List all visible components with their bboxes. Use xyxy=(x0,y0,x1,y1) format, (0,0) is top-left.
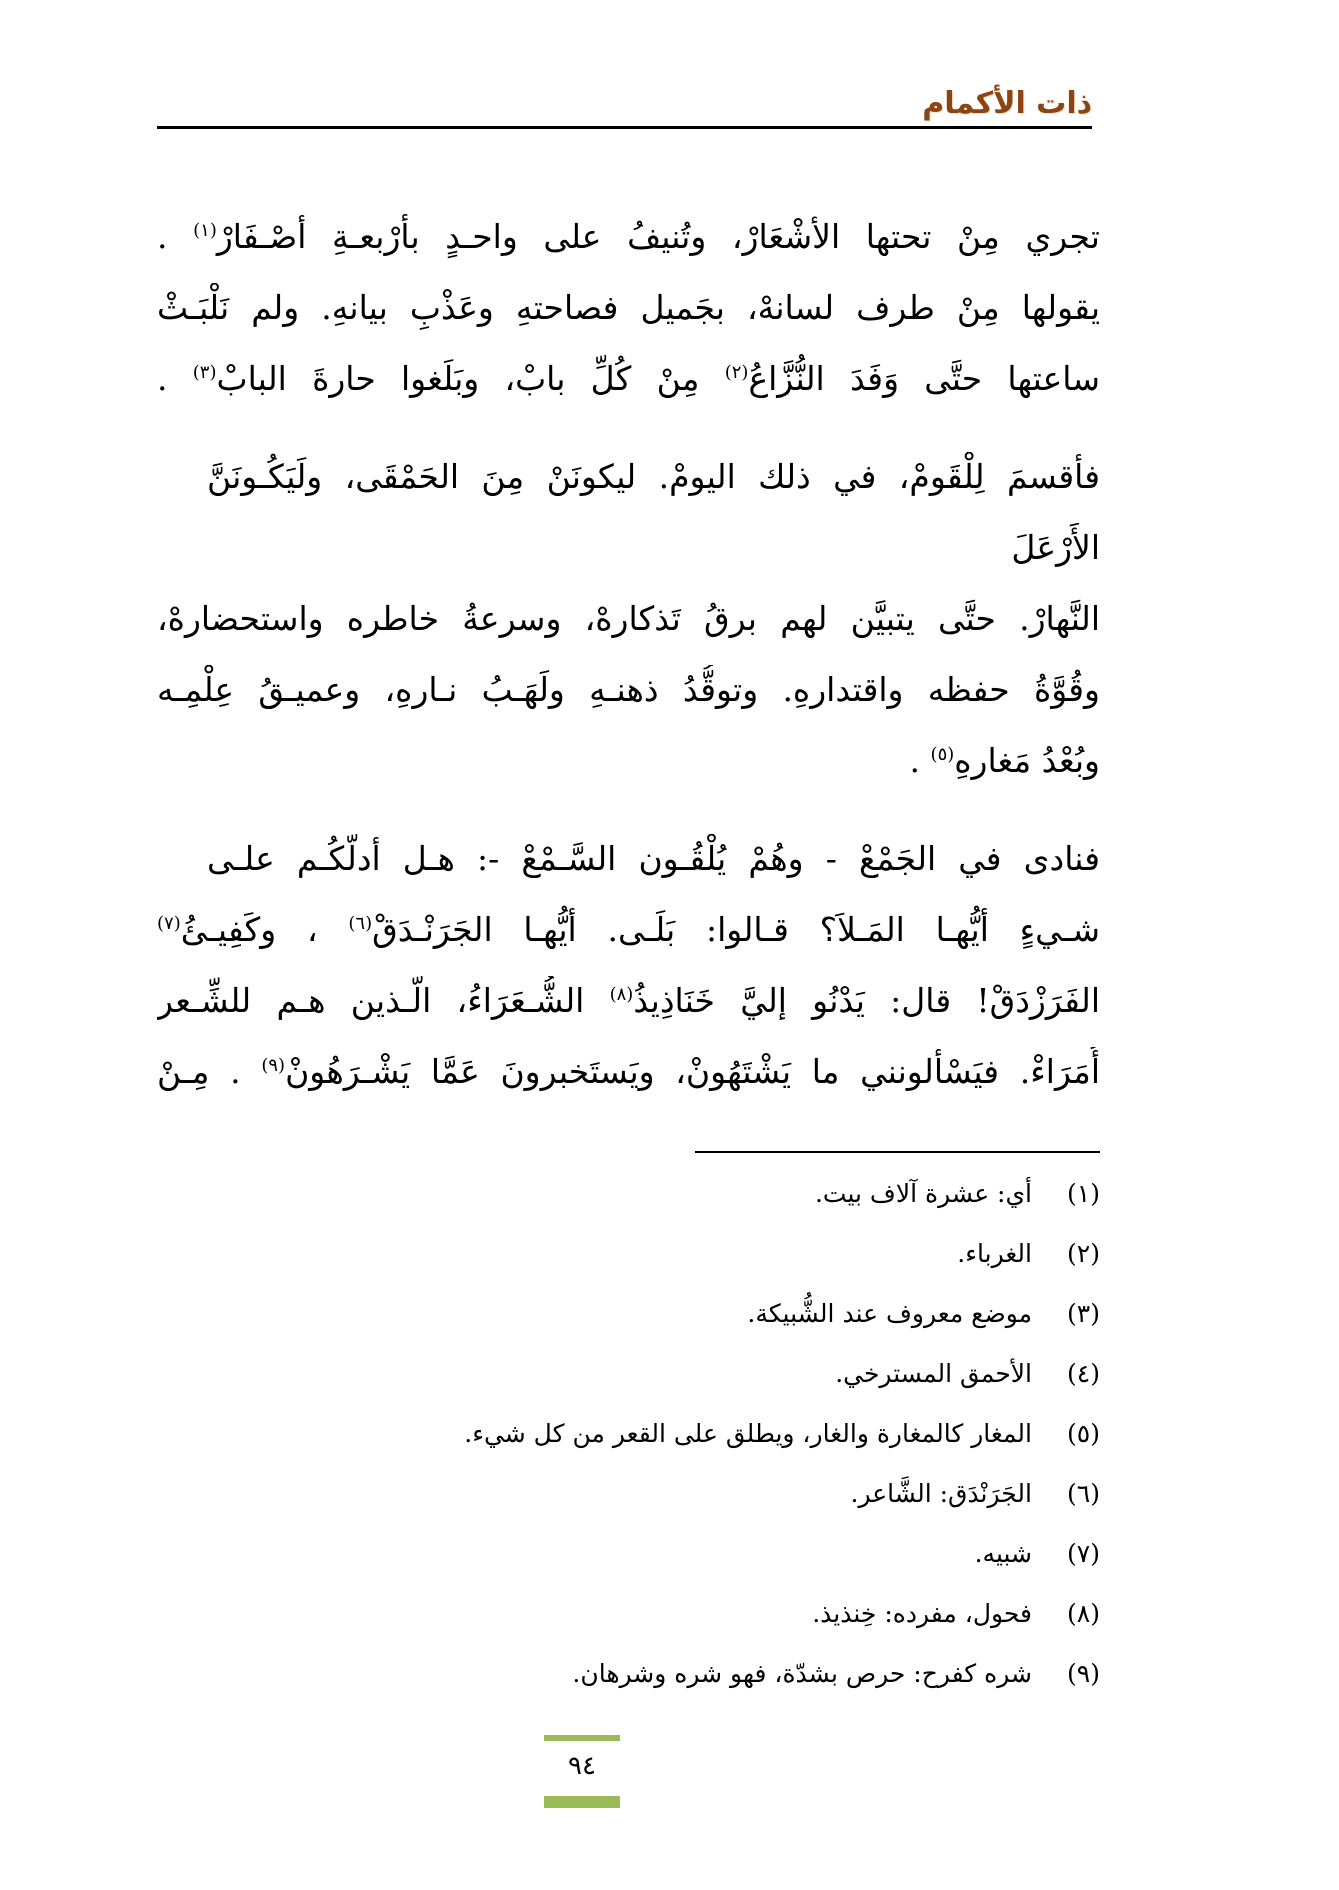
footnote-item xyxy=(835,1352,1100,1396)
footnote-item xyxy=(815,1172,1100,1216)
line-tail: . xyxy=(157,359,193,398)
footnote-number: (٧) xyxy=(1067,1539,1100,1568)
line-tail: . xyxy=(157,217,194,256)
footnote-text: المغار كالمغارة والغار، ويطلق على القعر من كل شيء. xyxy=(464,1419,1032,1448)
footnote-ref[interactable]: (٨) xyxy=(609,984,634,1005)
footnote-ref[interactable]: (٧) xyxy=(157,913,181,934)
footnote-item xyxy=(812,1592,1100,1636)
body-line xyxy=(157,212,1100,262)
line-text: شـيءٍ أيُّهـا المَـلاَ؟ قـالوا: بَلَـى. أيُّهـا الجَرَنْـدَقْ xyxy=(372,910,1100,949)
line-text: فأقسمَ لِلْقَومْ، في ذلك اليومْ. ليكونَنْ مِنَ الحَمْقَى، ولَيَكُـونَنَّ xyxy=(207,457,1100,496)
footnote-text: موضع معروف عند الشُّبيكة. xyxy=(747,1299,1032,1328)
body-line xyxy=(157,594,1100,644)
footnote-text: أي: عشرة آلاف بيت. xyxy=(814,1179,1032,1208)
body-line xyxy=(207,452,1100,502)
line-text: فنادى في الجَمْعْ - وهُمْ يُلْقُـون السَّـمْعْ -: هـل أدلُّكُـم علـى xyxy=(207,839,1100,878)
line-tail: . مِـنْ xyxy=(157,1052,262,1091)
line-text: وبُعْدُ مَغارهِ xyxy=(954,741,1100,780)
footnote-text: الغرباء. xyxy=(957,1239,1032,1268)
footnote-text: الأحمق المسترخي. xyxy=(835,1359,1032,1388)
footnote-number: (٤) xyxy=(1067,1359,1100,1388)
footnote-ref[interactable]: (٦) xyxy=(348,913,373,934)
body-line xyxy=(157,283,1100,333)
footnote-text: شره كفرح: حرص بشدّة، فهو شره وشرهان. xyxy=(572,1659,1032,1688)
header-rule xyxy=(157,126,1092,129)
page-number-bar-bottom xyxy=(544,1796,620,1808)
footnote-text: شبيه. xyxy=(974,1539,1032,1568)
page-number: ٩٤ xyxy=(568,1751,596,1781)
footnote-ref[interactable]: (٢) xyxy=(724,362,749,383)
footnote-rule xyxy=(695,1151,1100,1153)
body-line xyxy=(157,905,1100,955)
running-head: ذات الأكمام xyxy=(922,86,1092,121)
footnote-number: (٢) xyxy=(1067,1239,1100,1268)
footnote-number: (٨) xyxy=(1067,1599,1100,1628)
footnote-text: فحول، مفرده: خِنذيذ. xyxy=(812,1599,1032,1628)
footnote-number: (٦) xyxy=(1067,1479,1100,1508)
line-tail: ، وكَفِيـئُ xyxy=(180,910,349,949)
footnote-item xyxy=(851,1472,1100,1516)
body-line xyxy=(157,1047,1100,1097)
footnote-item xyxy=(957,1232,1100,1276)
line-text: الأَرْعَلَ xyxy=(1011,528,1100,567)
footnote-number: (٣) xyxy=(1067,1299,1100,1328)
line-tail: . xyxy=(909,741,931,780)
body-line xyxy=(157,976,1100,1026)
footnote-item xyxy=(572,1652,1100,1696)
body-line xyxy=(157,665,1100,715)
footnote-number: (١) xyxy=(1067,1179,1100,1208)
line-text: الفَرَزْدَقْ! قال: يَدْنُو إليَّ خَنَاذِيذُ xyxy=(633,981,1100,1020)
footnote-number: (٩) xyxy=(1067,1659,1100,1688)
footnote-text: الجَرَنْدَق: الشَّاعر. xyxy=(850,1479,1032,1508)
footnote-ref[interactable]: (٩) xyxy=(261,1055,286,1076)
page-number-bar-top xyxy=(544,1735,620,1741)
footnote-item xyxy=(747,1292,1100,1336)
footnote-number: (٥) xyxy=(1067,1419,1100,1448)
line-tail: الشُّـعَرَاءُ، الَّـذين هـم للشِّـعر xyxy=(157,981,610,1020)
footnote-ref[interactable]: (١) xyxy=(193,220,217,241)
body-line xyxy=(157,523,1100,573)
body-line xyxy=(157,736,1100,786)
footnote-ref[interactable]: (٣) xyxy=(192,362,217,383)
line-text: ساعتها حتَّى وَفَدَ النُّزَّاعُ xyxy=(748,359,1100,398)
line-text: وقُوَّةُ حفظه واقتدارهِ. وتوقُّدُ ذهنـهِ ولَهَـبُ نـارهِ، وعميـقُ عِلْمِـه xyxy=(157,670,1100,709)
body-line xyxy=(157,354,1100,404)
line-tail: مِنْ كُلِّ بابْ، وبَلَغوا حارةَ البابْ xyxy=(216,359,725,398)
footnote-item xyxy=(464,1412,1100,1456)
line-text: تجري مِنْ تحتها الأشْعَارْ، وتُنيفُ على واحـدٍ بأرْبعـةِ أصْـفَارْ xyxy=(216,217,1100,256)
line-text: النَّهارْ. حتَّى يتبيَّن لهم برقُ تَذكارهْ، وسرعةُ خاطره واستحضارهْ، xyxy=(157,599,1100,638)
line-text: أُمَرَاءْ. فيَسْألونني ما يَشْتَهُونْ، ويَستَخبرونَ عَمَّا يَشْـرَهُونْ xyxy=(285,1052,1100,1091)
footnote-ref[interactable]: (٥) xyxy=(930,744,955,765)
body-line xyxy=(207,834,1100,884)
footnote-item xyxy=(975,1532,1100,1576)
line-text: يقولها مِنْ طرف لسانهْ، بجَميل فصاحتهِ وعَذْبِ بيانهِ. ولم نَلْبَـثْ xyxy=(157,288,1100,327)
